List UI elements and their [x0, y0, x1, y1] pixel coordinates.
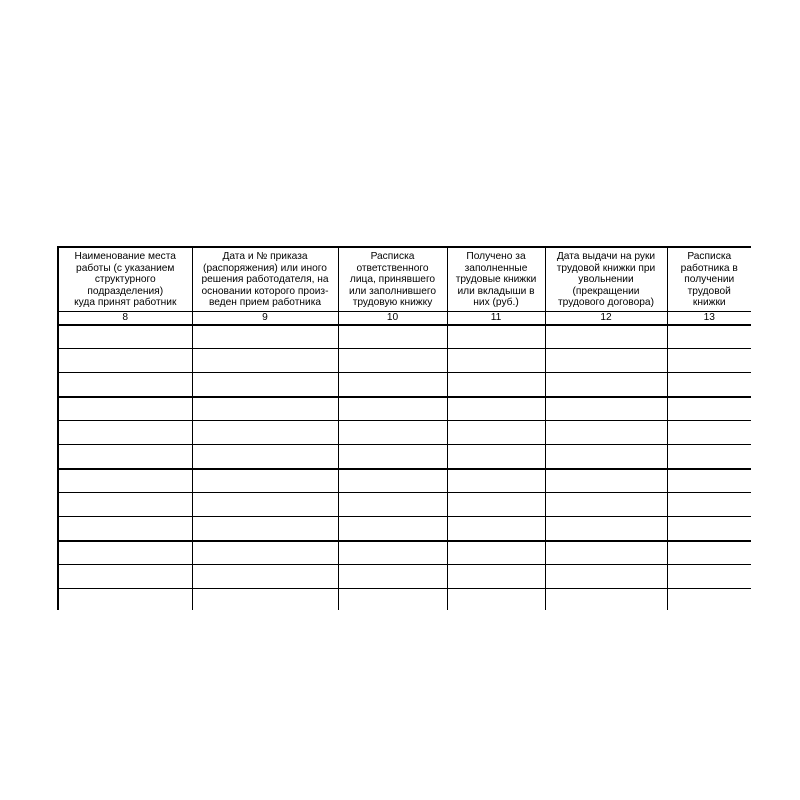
table-cell[interactable]: [545, 493, 667, 517]
column-number: 8: [58, 311, 192, 325]
table-cell[interactable]: [58, 589, 192, 611]
column-number: 11: [447, 311, 545, 325]
table-row: [58, 493, 751, 517]
table-cell[interactable]: [338, 325, 447, 349]
table-cell[interactable]: [447, 373, 545, 397]
table-cell[interactable]: [58, 349, 192, 373]
table-cell[interactable]: [58, 445, 192, 469]
table-cell[interactable]: [667, 325, 751, 349]
table-cell[interactable]: [338, 589, 447, 611]
column-number: 10: [338, 311, 447, 325]
table-cell[interactable]: [338, 349, 447, 373]
table-cell[interactable]: [545, 469, 667, 493]
table-cell[interactable]: [192, 493, 338, 517]
table-cell[interactable]: [447, 517, 545, 541]
table-cell[interactable]: [667, 517, 751, 541]
table-cell[interactable]: [545, 541, 667, 565]
table-cell[interactable]: [667, 565, 751, 589]
table-row: [58, 565, 751, 589]
table-cell[interactable]: [58, 325, 192, 349]
table-cell[interactable]: [58, 517, 192, 541]
register-page: [57, 246, 751, 610]
table-cell[interactable]: [338, 493, 447, 517]
table-cell[interactable]: [447, 445, 545, 469]
table-cell[interactable]: [338, 517, 447, 541]
table-cell[interactable]: [447, 349, 545, 373]
register-body: [58, 325, 751, 611]
table-cell[interactable]: [338, 421, 447, 445]
table-cell[interactable]: [58, 373, 192, 397]
table-cell[interactable]: [192, 421, 338, 445]
table-cell[interactable]: [667, 589, 751, 611]
table-cell[interactable]: [58, 565, 192, 589]
table-cell[interactable]: [545, 325, 667, 349]
table-cell[interactable]: [58, 493, 192, 517]
table-row: [58, 325, 751, 349]
column-header-responsible-receipt: Расписка ответственного лица, принявшего или заполнившего трудовую книжку: [338, 247, 447, 311]
table-cell[interactable]: [545, 373, 667, 397]
table-cell[interactable]: [667, 373, 751, 397]
table-row: [58, 589, 751, 611]
table-row: [58, 469, 751, 493]
table-cell[interactable]: [667, 541, 751, 565]
column-number: 13: [667, 311, 751, 325]
table-cell[interactable]: [545, 445, 667, 469]
table-cell[interactable]: [192, 325, 338, 349]
table-cell[interactable]: [447, 397, 545, 421]
table-cell[interactable]: [338, 373, 447, 397]
table-cell[interactable]: [447, 325, 545, 349]
column-header-employee-receipt: Расписка работника в получении трудовой книжки: [667, 247, 751, 311]
table-cell[interactable]: [447, 589, 545, 611]
table-cell[interactable]: [338, 565, 447, 589]
table-cell[interactable]: [192, 445, 338, 469]
table-cell[interactable]: [192, 397, 338, 421]
table-cell[interactable]: [338, 397, 447, 421]
table-cell[interactable]: [447, 421, 545, 445]
table-cell[interactable]: [192, 349, 338, 373]
table-row: [58, 517, 751, 541]
table-cell[interactable]: [58, 469, 192, 493]
table-cell[interactable]: [58, 421, 192, 445]
column-number: 12: [545, 311, 667, 325]
table-cell[interactable]: [545, 517, 667, 541]
table-cell[interactable]: [667, 349, 751, 373]
table-cell[interactable]: [667, 469, 751, 493]
table-row: [58, 445, 751, 469]
table-cell[interactable]: [192, 469, 338, 493]
column-header-issue-date: Дата выдачи на руки трудовой книжки при увольнении (прекращении трудового договора): [545, 247, 667, 311]
table-row: [58, 373, 751, 397]
table-cell[interactable]: [192, 541, 338, 565]
table-row: [58, 421, 751, 445]
header-row: [58, 247, 751, 311]
table-row: [58, 397, 751, 421]
table-cell[interactable]: [58, 397, 192, 421]
column-number: 9: [192, 311, 338, 325]
table-cell[interactable]: [58, 541, 192, 565]
column-header-workplace: Наименование места работы (с указанием структурного подразделения) куда принят работник: [58, 247, 192, 311]
employment-record-register-table: [57, 246, 751, 610]
table-cell[interactable]: [192, 589, 338, 611]
table-cell[interactable]: [667, 493, 751, 517]
table-cell[interactable]: [192, 517, 338, 541]
table-cell[interactable]: [447, 493, 545, 517]
table-cell[interactable]: [667, 397, 751, 421]
table-cell[interactable]: [545, 565, 667, 589]
column-header-payment-received: Получено за заполненные трудовые книжки или вкладыши в них (руб.): [447, 247, 545, 311]
table-row: [58, 541, 751, 565]
table-cell[interactable]: [192, 565, 338, 589]
table-cell[interactable]: [338, 469, 447, 493]
table-cell[interactable]: [447, 469, 545, 493]
table-cell[interactable]: [545, 397, 667, 421]
table-cell[interactable]: [545, 421, 667, 445]
column-number-row: [58, 311, 751, 325]
table-cell[interactable]: [447, 565, 545, 589]
table-row: [58, 349, 751, 373]
table-cell[interactable]: [667, 421, 751, 445]
table-cell[interactable]: [338, 445, 447, 469]
table-cell[interactable]: [192, 373, 338, 397]
table-cell[interactable]: [447, 541, 545, 565]
table-cell[interactable]: [338, 541, 447, 565]
column-header-hiring-order: Дата и № приказа (распоряжения) или иного решения работодателя, на основании которого произ- веден прием работника: [192, 247, 338, 311]
table-cell[interactable]: [545, 349, 667, 373]
table-cell[interactable]: [667, 445, 751, 469]
table-cell[interactable]: [545, 589, 667, 611]
